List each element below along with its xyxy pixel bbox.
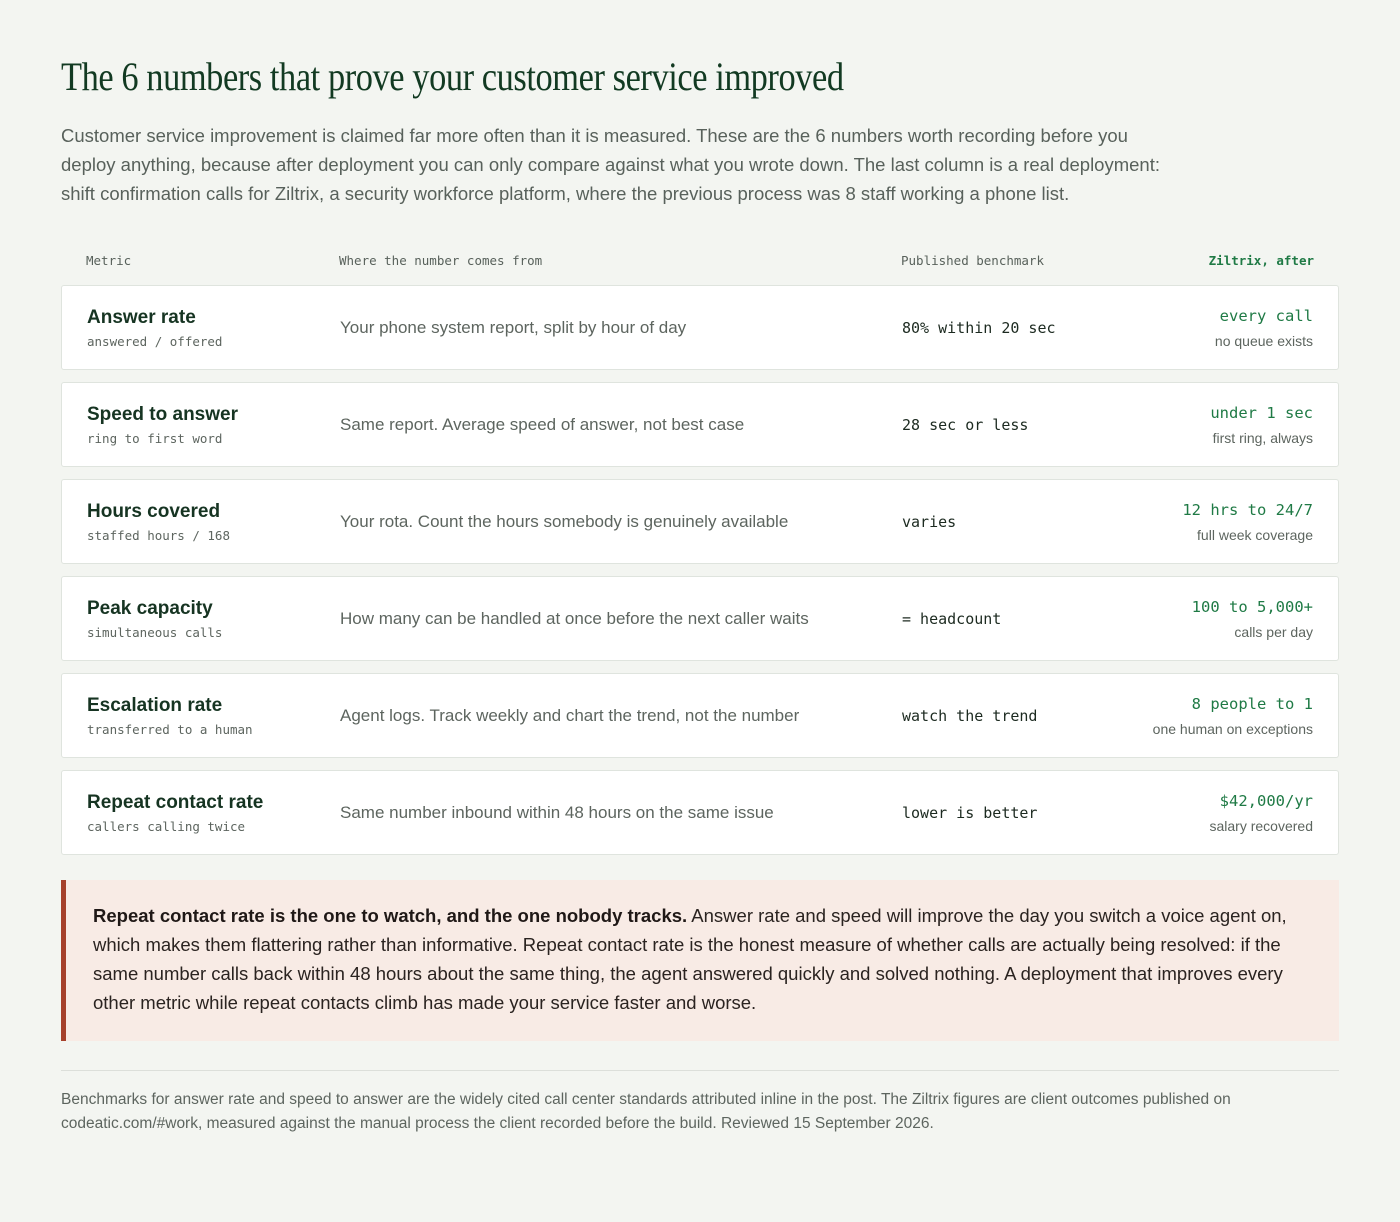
table-header (61, 248, 1339, 272)
divider (61, 1070, 1339, 1071)
metric-benchmark: 80% within 20 sec (902, 318, 1056, 337)
metric-benchmark: = headcount (902, 609, 1002, 628)
table-row (61, 576, 1339, 661)
metric-formula: simultaneous calls (87, 624, 223, 640)
metric-name: Hours covered (87, 500, 221, 522)
ziltrix-result: 8 people to 1 (1191, 694, 1313, 713)
metric-name: Speed to answer (87, 403, 238, 425)
header-source: Where the number comes from (339, 252, 543, 268)
metric-benchmark: 28 sec or less (902, 415, 1029, 434)
metric-benchmark: watch the trend (902, 706, 1038, 725)
metric-source: Same number inbound within 48 hours on the same issue (340, 802, 774, 822)
metric-name: Peak capacity (87, 597, 213, 619)
callout-lead: Repeat contact rate is the one to watch, and the one nobody tracks. (93, 905, 688, 926)
header-metric: Metric (86, 252, 132, 268)
ziltrix-result: 100 to 5,000+ (1191, 597, 1313, 616)
metrics-table (61, 285, 1339, 855)
ziltrix-result: under 1 sec (1210, 403, 1313, 422)
metric-formula: ring to first word (87, 430, 223, 446)
ziltrix-result: 12 hrs to 24/7 (1182, 500, 1313, 519)
metric-source: Agent logs. Track weekly and chart the trend, not the number (340, 705, 800, 725)
ziltrix-result: $42,000/yr (1219, 791, 1313, 810)
metric-name: Escalation rate (87, 694, 223, 716)
intro-paragraph: Customer service improvement is claimed far more often than it is measured. These are the 6 numbers worth recording before you deploy anything, because after deployment you can only compare against what you wrote down. The last column is a real deployment: shift confirmation calls for Ziltrix, a security workforce platform, where the previous process was 8 staff working a phone list. (61, 125, 1160, 204)
metric-name: Repeat contact rate (87, 791, 264, 813)
table-row (61, 285, 1339, 370)
metric-source: Your rota. Count the hours somebody is genuinely available (340, 511, 789, 531)
page-title: The 6 numbers that prove your customer service improved (61, 54, 844, 99)
footnote: Benchmarks for answer rate and speed to answer are the widely cited call center standards attributed inline in the post. The Ziltrix figures are client outcomes published on codeatic.com/#work, measured against the manual process the client recorded before the build. Reviewed 15 September 2026. (61, 1091, 1231, 1132)
metric-formula: transferred to a human (87, 721, 253, 737)
ziltrix-result-note: full week coverage (1197, 526, 1313, 543)
metric-name: Answer rate (87, 306, 196, 328)
metric-benchmark: varies (902, 512, 957, 531)
header-ziltrix: Ziltrix, after (1208, 252, 1314, 268)
table-row (61, 770, 1339, 855)
table-row (61, 382, 1339, 467)
ziltrix-result-note: no queue exists (1214, 332, 1313, 349)
table-row (61, 479, 1339, 564)
table-row (61, 673, 1339, 758)
metric-formula: answered / offered (87, 333, 223, 349)
metric-source: Your phone system report, split by hour of day (340, 317, 687, 337)
ziltrix-result-note: calls per day (1234, 623, 1313, 640)
metric-benchmark: lower is better (902, 803, 1038, 822)
metric-source: How many can be handled at once before the next caller waits (340, 608, 809, 628)
ziltrix-result: every call (1219, 306, 1313, 325)
metric-source: Same report. Average speed of answer, not best case (340, 414, 745, 434)
ziltrix-result-note: salary recovered (1209, 817, 1313, 834)
header-benchmark: Published benchmark (901, 252, 1044, 268)
metric-formula: callers calling twice (87, 818, 246, 834)
metric-formula: staffed hours / 168 (87, 527, 230, 543)
ziltrix-result-note: one human on exceptions (1152, 720, 1313, 737)
ziltrix-result-note: first ring, always (1212, 429, 1313, 446)
callout-body: Answer rate and speed will improve the day you switch a voice agent on, which makes them flattering rather than informative. Repeat contact rate is the honest measure of whether calls are actually being resolved: if the same number calls back within 48 hours about the same thing, the agent answered quickly and solved nothing. A deployment that improves every other metric while repeat contacts climb has made your service faster and worse. (93, 905, 1287, 1013)
callout-box (61, 880, 1339, 1041)
